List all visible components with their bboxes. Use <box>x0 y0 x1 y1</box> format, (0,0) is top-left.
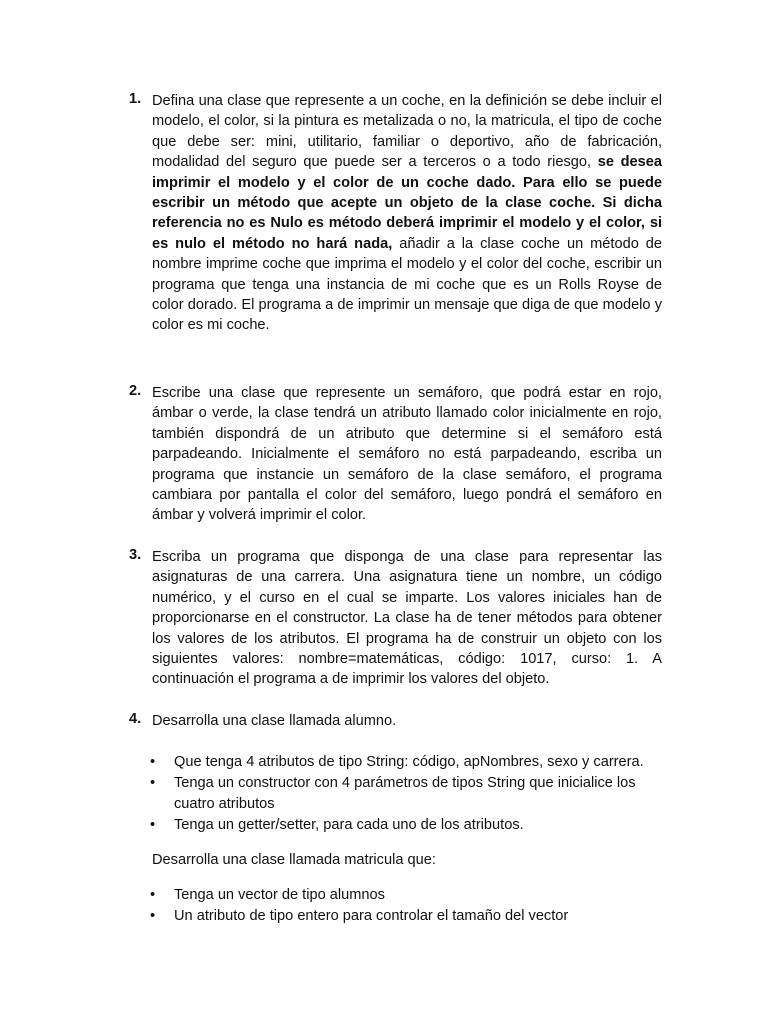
exercise-1 <box>129 91 662 336</box>
list-item <box>129 815 669 835</box>
bullet-icon: • <box>150 817 156 834</box>
exercise-text: Desarrolla una clase llamada alumno. <box>152 713 397 729</box>
exercise-3 <box>129 547 662 690</box>
exercise-text-bold: se desea imprimir el modelo y el color de un coche dado. Para ello se puede escribir un método que acepte un objeto de la clase coche. Si dicha referencia no es Nulo es método deberá imprimir el modelo y el color, si es nulo el método no hará nada, <box>152 154 662 252</box>
bullet-icon: • <box>150 887 156 903</box>
list-item <box>129 885 669 905</box>
exercise-2 <box>129 383 662 526</box>
bullet-icon: • <box>150 775 156 792</box>
list-item-text: Un atributo de tipo entero para controlar el tamaño del vector <box>174 908 569 925</box>
exercise-number: 3. <box>129 547 142 563</box>
bullet-icon: • <box>150 754 156 770</box>
exercise-text-part: añadir a la clase coche un método de nombre imprime coche que imprima el modelo y el color del coche, escribir un programa que tenga una instancia de mi coche que es un Rolls Royse de color dorado. El programa a de imprimir un mensaje que diga de que modelo y color es mi coche. <box>152 235 662 334</box>
list-item-text: Tenga un vector de tipo alumnos <box>174 887 385 903</box>
bullet-icon: • <box>150 908 156 925</box>
matricula-intro: Desarrolla una clase llamada matricula que: <box>152 852 436 868</box>
list-item <box>129 773 669 814</box>
exercise-text: Escriba un programa que disponga de una clase para representar las asignaturas de una carrera. Una asignatura tiene un nombre, un código numérico, y el curso en el cual se imparte. Los valores iniciales han de proporcionarse en el constructor. La clase ha de tener métodos para obtener los valores de los atributos. El programa ha de construir un objeto con los siguientes valores: nombre=matemáticas, código: 1017, curso: 1. A continuación el programa a de imprimir los valores del objeto. <box>152 549 662 688</box>
list-item-text: Que tenga 4 atributos de tipo String: código, apNombres, sexo y carrera. <box>174 754 644 770</box>
exercise-number: 4. <box>129 711 142 727</box>
matricula-bullet-list <box>129 885 669 928</box>
list-item-text: Tenga un getter/setter, para cada uno de los atributos. <box>174 817 524 834</box>
exercise-text <box>152 91 662 336</box>
exercise-text: Escribe una clase que represente un semáforo, que podrá estar en rojo, ámbar o verde, la clase tendrá un atributo llamado color inicialmente en rojo, también dispondrá de un atributo que determine si el semáforo está parpadeando. Inicialmente el semáforo no está parpadeando, escriba un programa que instancie un semáforo de la clase semáforo, el programa cambiara por pantalla el color del semáforo, luego pondrá el semáforo en ámbar y volverá imprimir el color. <box>152 385 662 524</box>
list-item-text: Tenga un constructor con 4 parámetros de tipos String que inicialice los cuatro atributos <box>174 775 636 812</box>
exercise-text-part: Defina una clase que represente a un coche, en la definición se debe incluir el modelo, el color, si la pintura es metalizada o no, la matricula, el tipo de coche que debe ser: mini, utilitario, familiar o deportivo, año de fabricación, modalidad del seguro que puede ser a terceros o a todo riesgo, <box>152 93 662 171</box>
list-item <box>129 906 669 926</box>
exercise-number: 2. <box>129 383 142 399</box>
list-item <box>129 752 669 772</box>
exercise-number: 1. <box>129 91 142 107</box>
alumno-bullet-list <box>129 752 669 837</box>
exercise-4 <box>129 711 662 731</box>
